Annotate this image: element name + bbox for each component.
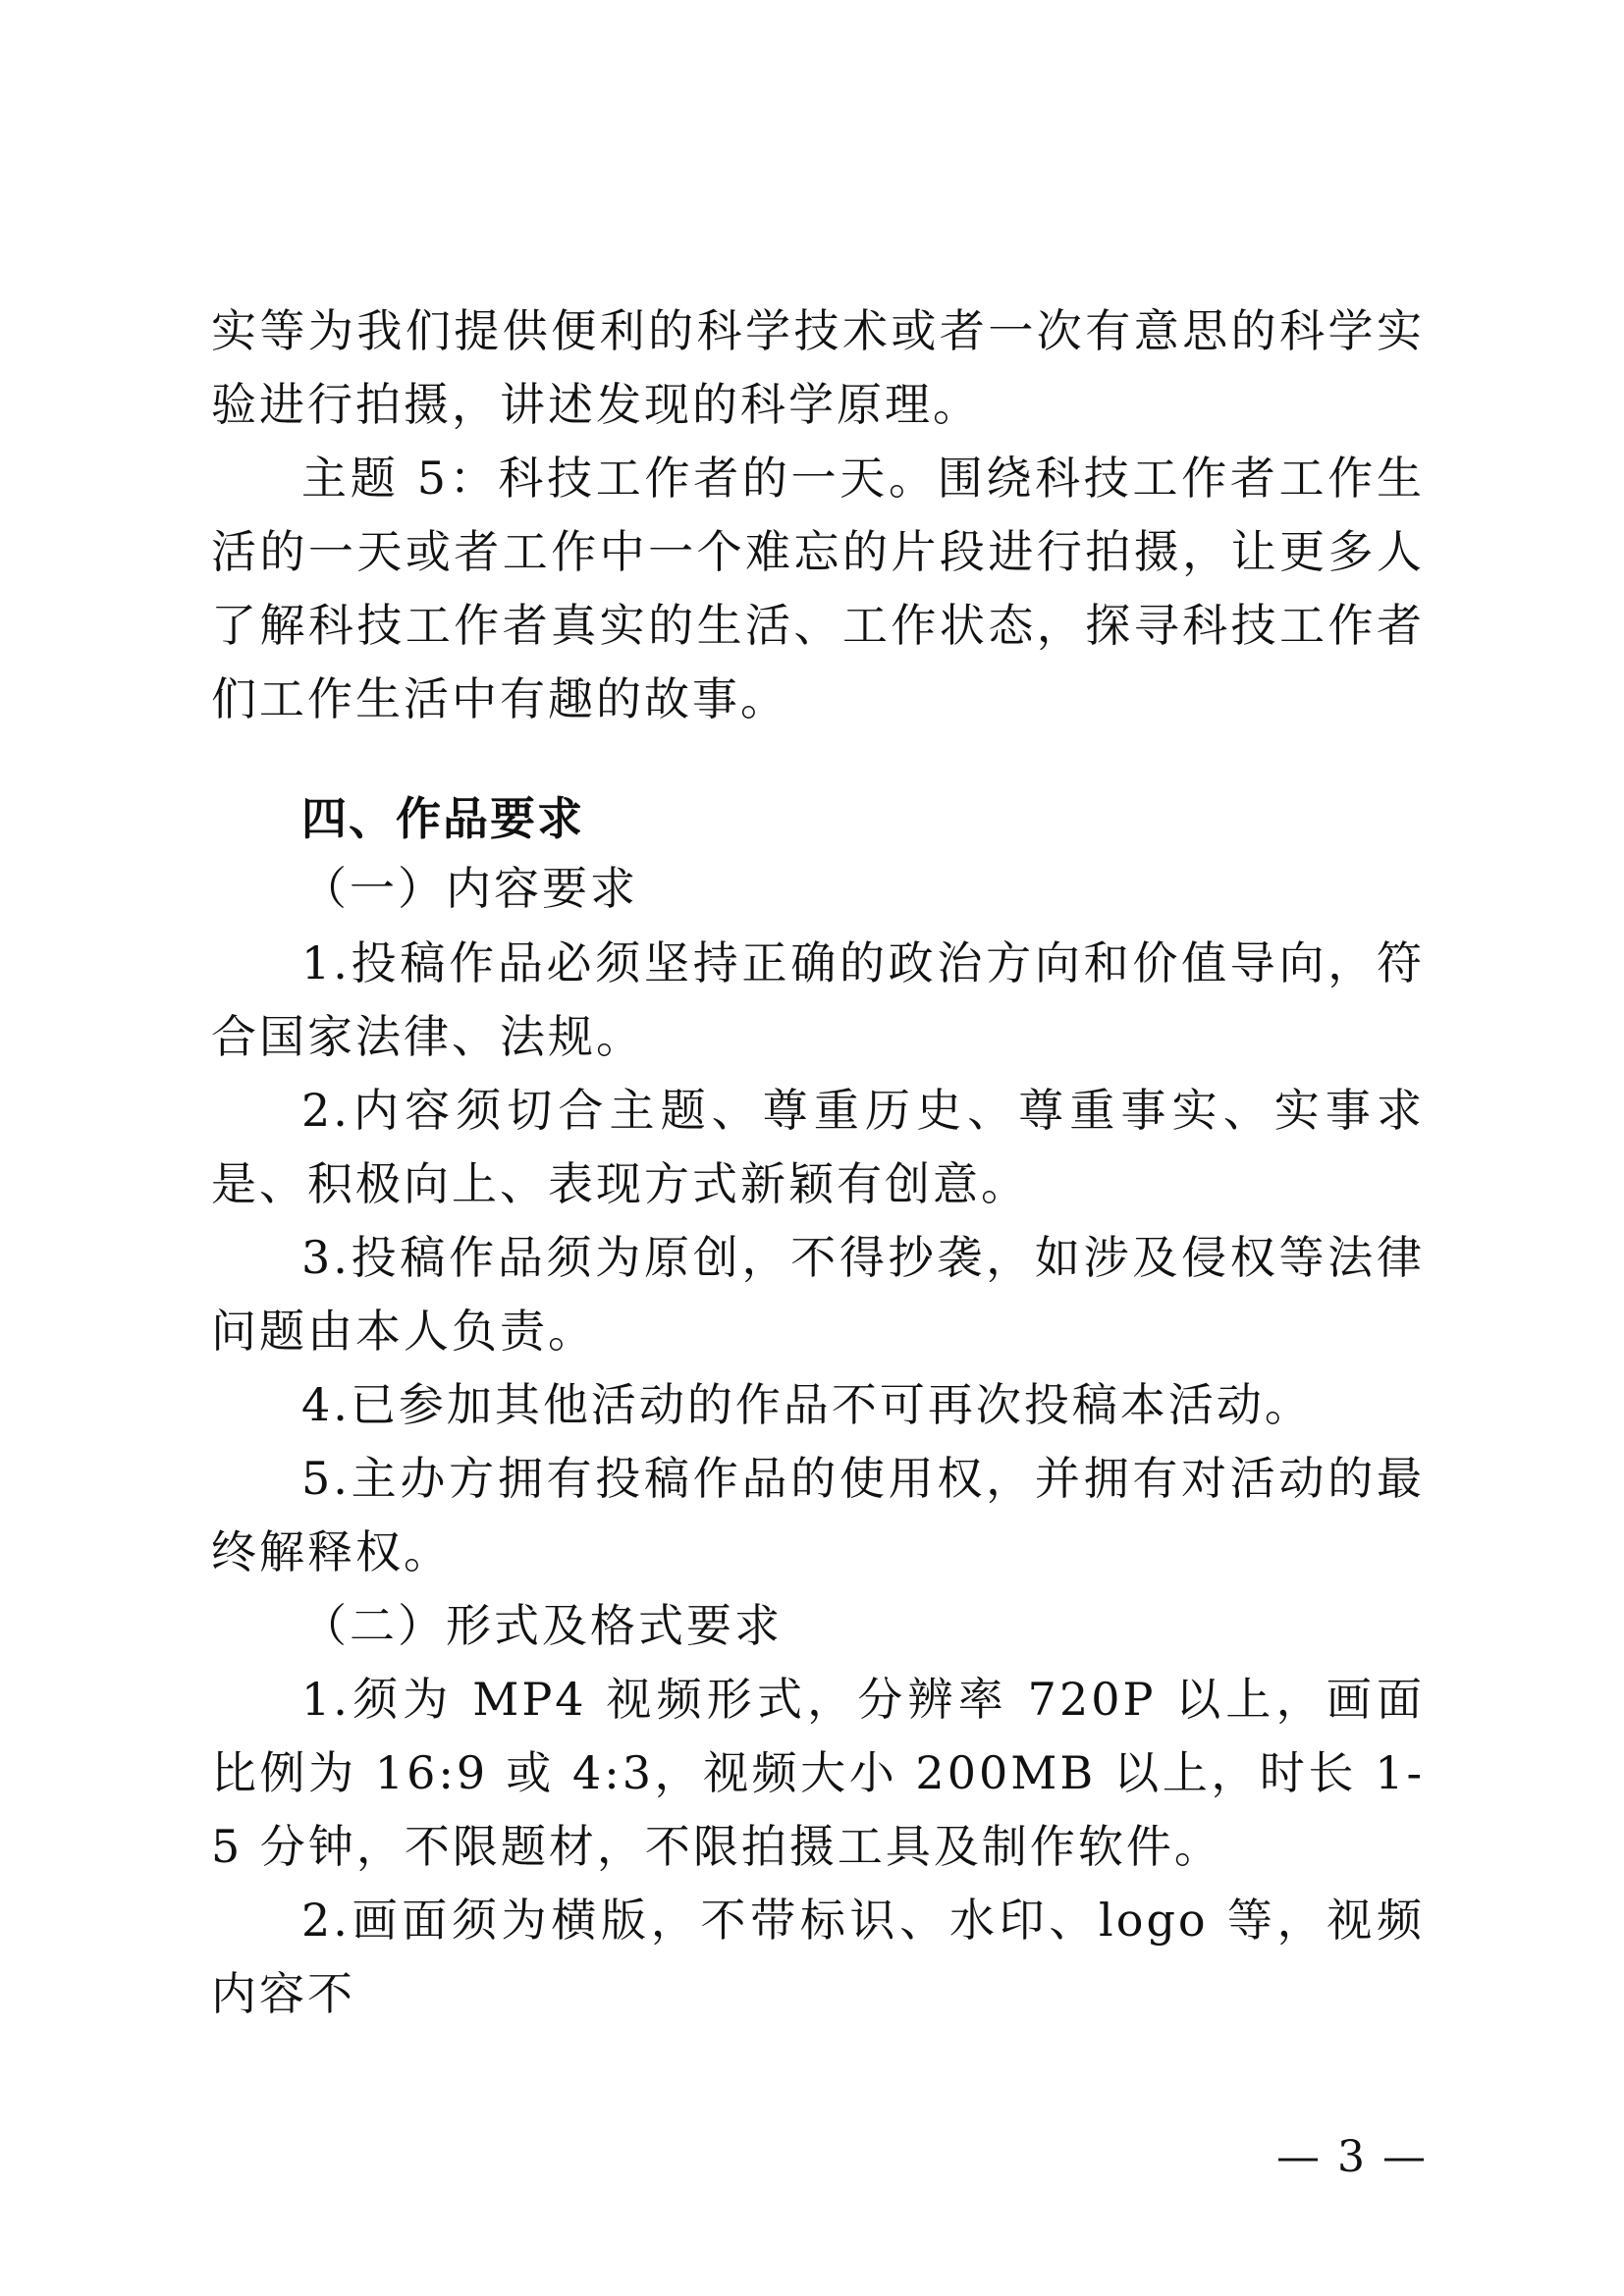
- paragraph-theme4-continuation: 实等为我们提供便利的科学技术或者一次有意思的科学实验进行拍摄，讲述发现的科学原理。: [211, 304, 1425, 431]
- content-requirement-5: 5.主办方拥有投稿作品的使用权，并拥有对活动的最终解释权。: [211, 1452, 1425, 1578]
- content-requirement-4: 4.已参加其他活动的作品不可再次投稿本活动。: [301, 1378, 1313, 1431]
- section-heading-work-requirements: 四、作品要求: [301, 792, 584, 845]
- content-requirement-1: 1.投稿作品必须坚持正确的政治方向和价值导向，符合国家法律、法规。: [211, 936, 1425, 1063]
- paragraph-theme5: 主题 5：科技工作者的一天。围绕科技工作者工作生活的一天或者工作中一个难忘的片段进行拍摄，让更多人了解科技工作者真实的生活、工作状态，探寻科技工作者们工作生活中有趣的故事。: [211, 452, 1425, 725]
- content-requirement-3: 3.投稿作品须为原创，不得抄袭，如涉及侵权等法律问题由本人负责。: [211, 1231, 1425, 1358]
- content-requirement-2: 2.内容须切合主题、尊重历史、尊重事实、实事求是、积极向上、表现方式新颖有创意。: [211, 1084, 1425, 1210]
- format-requirement-2: 2.画面须为横版，不带标识、水印、logo 等，视频内容不: [211, 1894, 1425, 2020]
- subsection-heading-format-requirements: （二）形式及格式要求: [301, 1599, 783, 1652]
- page-number: — 3 —: [1276, 2132, 1428, 2182]
- format-requirement-1: 1.须为 MP4 视频形式，分辨率 720P 以上，画面比例为 16:9 或 4:3，视频大小 200MB 以上，时长 1-5 分钟，不限题材，不限拍摄工具及制作软件。: [211, 1673, 1425, 1873]
- subsection-heading-content-requirements: （一）内容要求: [301, 862, 638, 915]
